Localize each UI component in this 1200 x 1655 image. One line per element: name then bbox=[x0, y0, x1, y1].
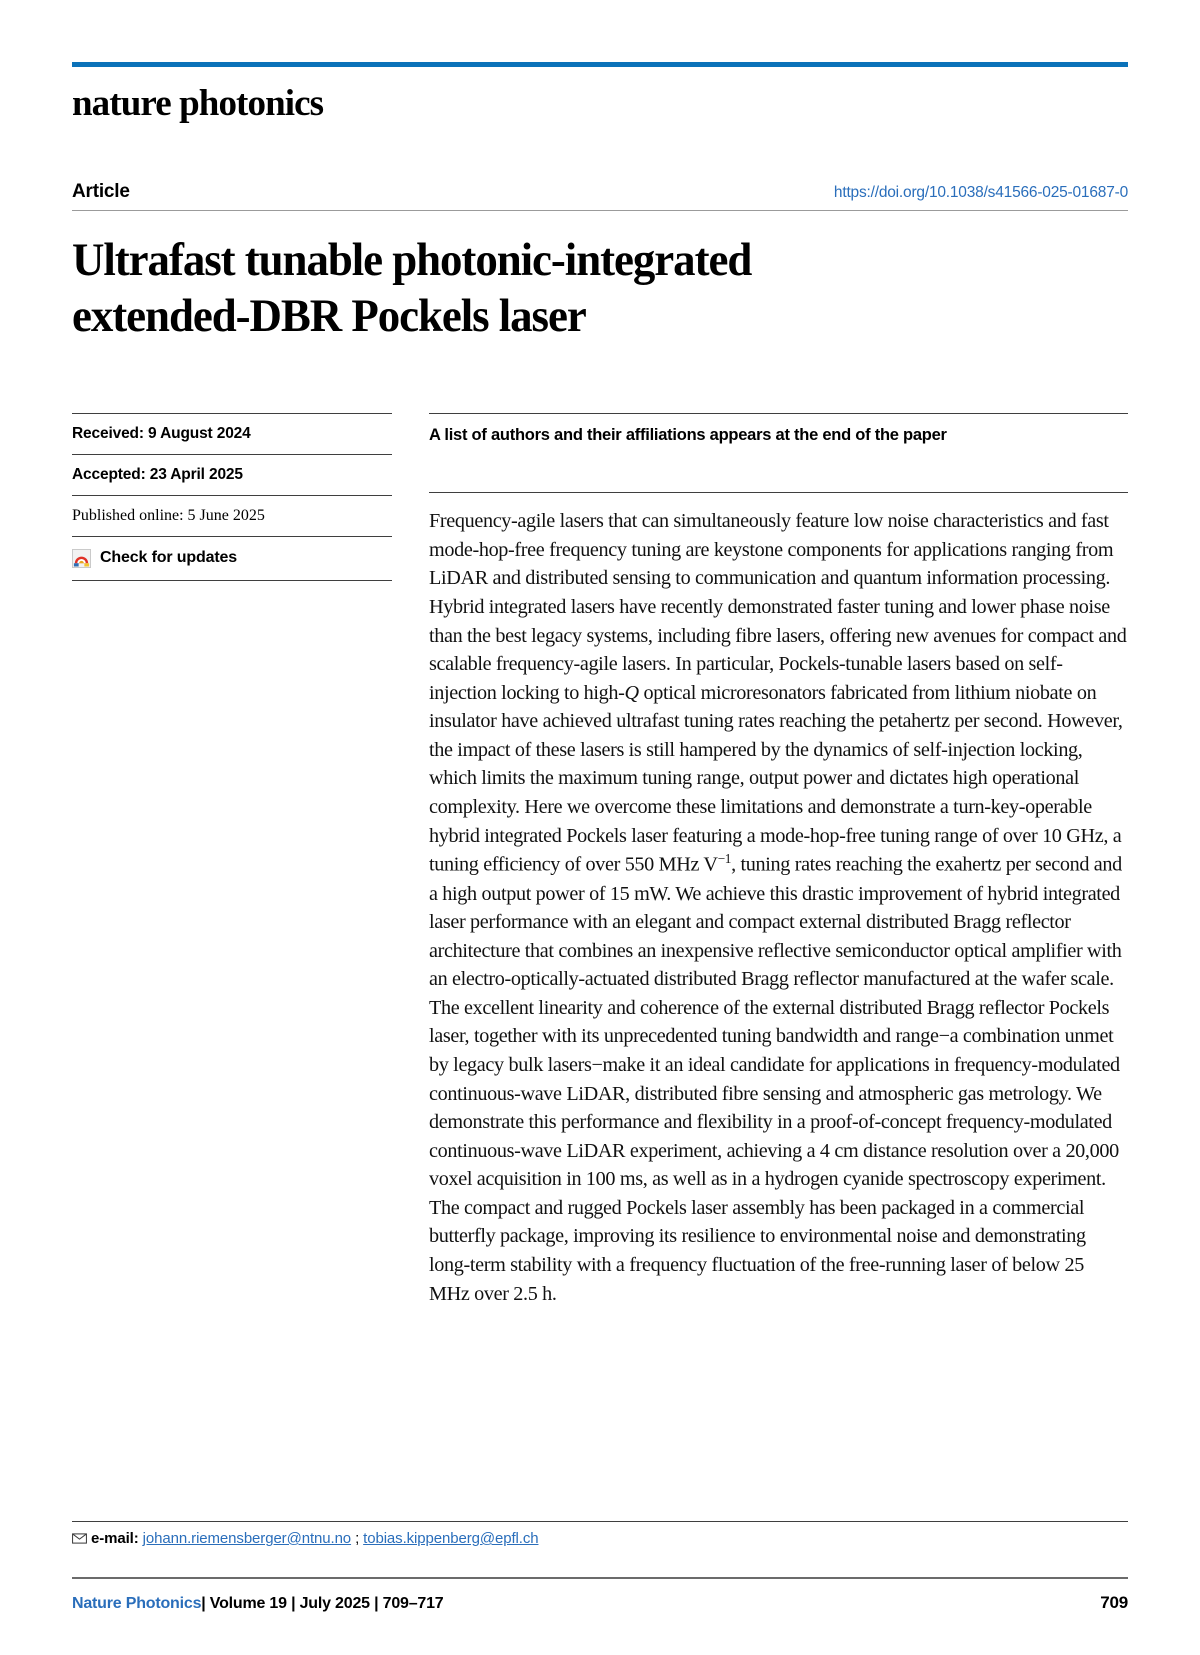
email-address-1[interactable]: johann.riemensberger@ntnu.no bbox=[142, 1530, 352, 1547]
brand-accent-rule bbox=[72, 62, 1128, 67]
metadata-divider bbox=[72, 580, 392, 581]
title-line-2: extended-DBR Pockels laser bbox=[72, 289, 586, 342]
article-header-row bbox=[72, 181, 1128, 203]
footer-line bbox=[72, 1593, 1128, 1613]
article-type-kicker: Article bbox=[72, 181, 130, 202]
footer-citation bbox=[72, 1595, 444, 1613]
page-footer bbox=[72, 1577, 1128, 1613]
metadata-received: Received: 9 August 2024 bbox=[72, 424, 251, 442]
email-address-2[interactable]: tobias.kippenberg@epfl.ch bbox=[363, 1530, 539, 1547]
email-label: e-mail: bbox=[91, 1530, 139, 1547]
footer-journal-name[interactable]: Nature Photonics bbox=[72, 1595, 202, 1612]
footer-citation-meta: | Volume 19 | July 2025 | 709–717 bbox=[201, 1595, 444, 1612]
email-line bbox=[72, 1530, 1128, 1547]
abstract-superscript: −1 bbox=[717, 851, 732, 867]
page-number: 709 bbox=[1100, 1593, 1128, 1612]
check-for-updates-label: Check for updates bbox=[100, 549, 238, 567]
email-separator: ; bbox=[355, 1530, 360, 1547]
envelope-icon bbox=[72, 1533, 87, 1544]
footer-divider bbox=[72, 1577, 1128, 1579]
journal-masthead: nature photonics bbox=[72, 83, 324, 124]
abstract-text bbox=[429, 507, 1128, 1308]
check-for-updates-button[interactable] bbox=[72, 537, 392, 580]
abstract-part-1: Frequency-agile lasers that can simultaneously feature low noise characteristics and fast mode-hop-free frequency tuning are keystone components for applications ranging from LiDAR and distributed sensing to communication and quantum information processing. Hybrid integrated lasers have recently demonstrated faster tuning and lower phase noise than the best legacy systems, including fibre lasers, offering new avenues for compact and scalable frequency-agile lasers. In particular, Pockels-tunable lasers based on self-injection locking to high- bbox=[429, 510, 1127, 704]
metadata-published-online: Published online: 5 June 2025 bbox=[72, 506, 265, 524]
abstract-part-3: , tuning rates reaching the exahertz per second and a high output power of 15 mW. We achieve this drastic improvement of hybrid integrated laser performance with an elegant and compact external distributed Bragg reflector architecture that combines an inexpensive reflective semiconductor optical amplifier with an electro-optically-actuated distributed Bragg reflector manufactured at the wafer scale. The excellent linearity and coherence of the external distributed Bragg reflector Pockels laser, together with its unprecedented tuning bandwidth and range−a combination unmet by legacy bulk lasers−make it an ideal candidate for applications in frequency-modulated continuous-wave LiDAR, distributed fibre sensing and atmospheric gas metrology. We demonstrate this performance and flexibility in a proof-of-concept frequency-modulated continuous-wave LiDAR experiment, achieving a 4 cm distance resolution over a 20,000 voxel acquisition in 100 ms, as well as in a hydrogen cyanide spectroscopy experiment. The compact and rugged Pockels laser assembly has been packaged in a commercial butterfly package, improving its resilience to environmental noise and demonstrating long-term stability with a frequency fluctuation of the free-running laser of below 25 MHz over 2.5 h. bbox=[429, 853, 1122, 1305]
header-divider bbox=[72, 210, 1128, 211]
abstract-part-2: optical microresonators fabricated from lithium niobate on insulator have achieved ultrafast tuning rates reaching the petahertz per second. However, the impact of these lasers is still hampered by the dynamics of self-injection locking, which limits the maximum tuning range, output power and dictates high operational complexity. Here we overcome these limitations and demonstrate a turn-key-operable hybrid integrated Pockels laser featuring a mode-hop-free tuning range of over 10 GHz, a tuning efficiency of over 550 MHz V bbox=[429, 681, 1123, 876]
abstract-divider bbox=[429, 492, 1128, 493]
doi-link[interactable]: https://doi.org/10.1038/s41566-025-01687-0 bbox=[833, 184, 1128, 201]
crossmark-icon bbox=[72, 549, 91, 568]
abstract-italic-q: Q bbox=[624, 681, 639, 704]
metadata-accepted: Accepted: 23 April 2025 bbox=[72, 465, 243, 483]
abstract-column bbox=[429, 413, 1128, 1329]
article-body-columns bbox=[72, 413, 1128, 1329]
authors-affiliations-note: A list of authors and their affiliations appears at the end of the paper bbox=[429, 425, 947, 444]
page-title bbox=[72, 233, 970, 345]
title-line-1: Ultrafast tunable photonic-integrated bbox=[72, 234, 752, 286]
article-first-page bbox=[0, 62, 1200, 1655]
corresponding-email-block bbox=[72, 1521, 1128, 1547]
email-divider bbox=[72, 1521, 1128, 1522]
metadata-column bbox=[72, 413, 392, 581]
